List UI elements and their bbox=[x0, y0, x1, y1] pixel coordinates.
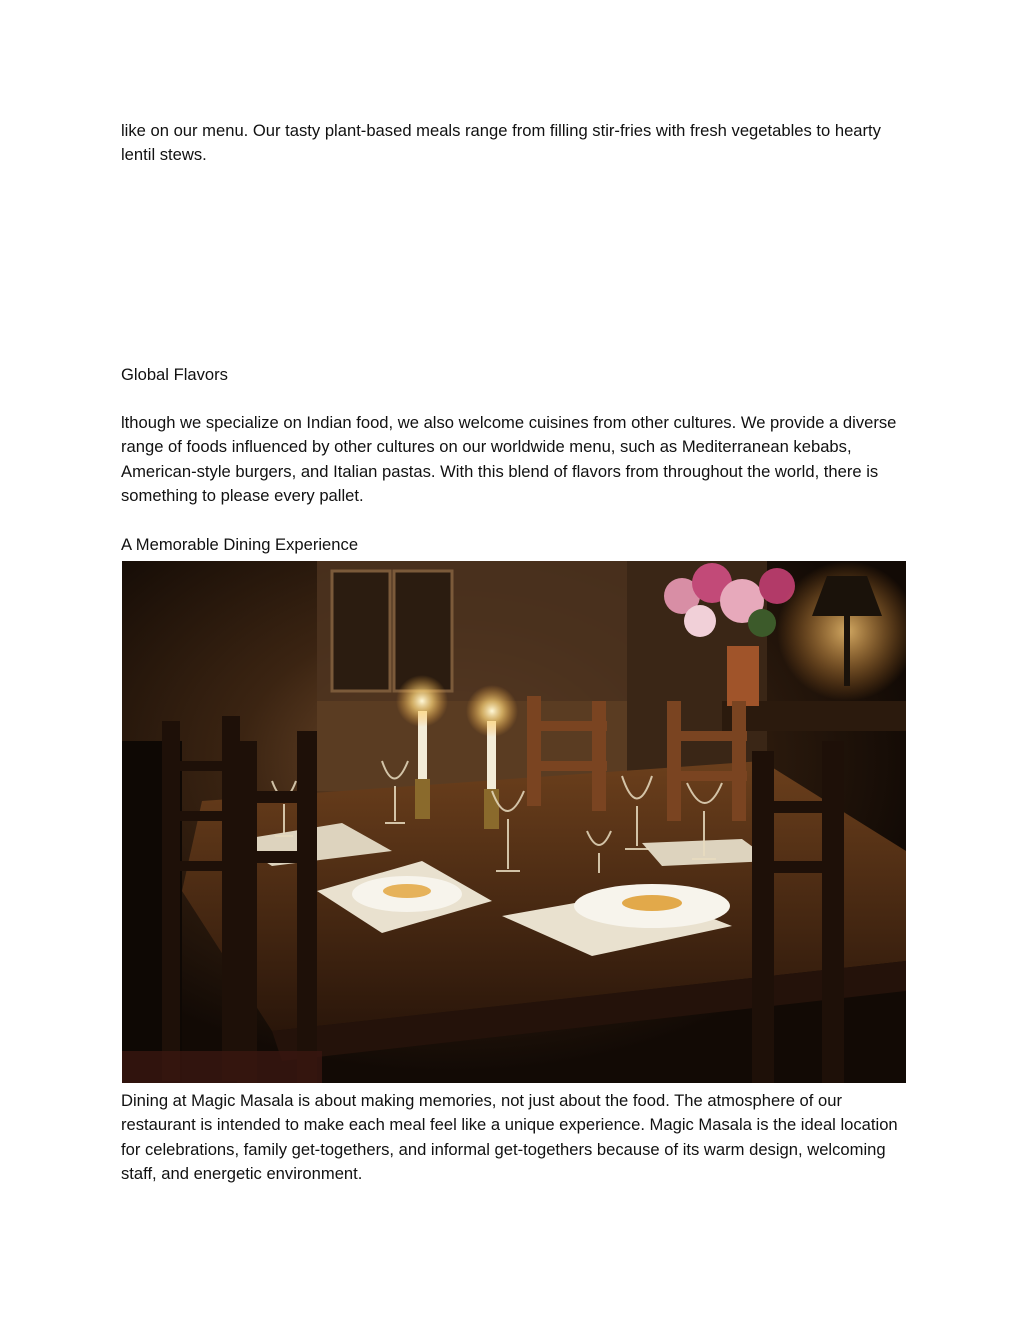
global-flavors-paragraph: lthough we specialize on Indian food, we also welcome cuisines from other cultures. We provide a diverse range of foods influenced by other cultures on our worldwide menu, such as Mediterranean kebabs, American-style burgers, and Italian pastas. With this blend of flavors from throughout the world, there is something to please every pallet. bbox=[121, 413, 897, 505]
dining-experience-heading: A Memorable Dining Experience bbox=[121, 535, 359, 554]
intro-paragraph: like on our menu. Our tasty plant-based meals range from filling stir-fries with fresh vegetables to hearty lentil stews. bbox=[121, 121, 881, 165]
global-flavors-heading: Global Flavors bbox=[121, 365, 228, 384]
dining-table-photo bbox=[122, 561, 906, 1083]
dining-experience-paragraph: Dining at Magic Masala is about making memories, not just about the food. The atmosphere of our restaurant is intended to make each meal feel like a unique experience. Magic Masala is the ideal location for celebrations, family get-togethers, and informal get-togethers because of its warm design, welcoming staff, and energetic environment. bbox=[121, 1091, 898, 1183]
